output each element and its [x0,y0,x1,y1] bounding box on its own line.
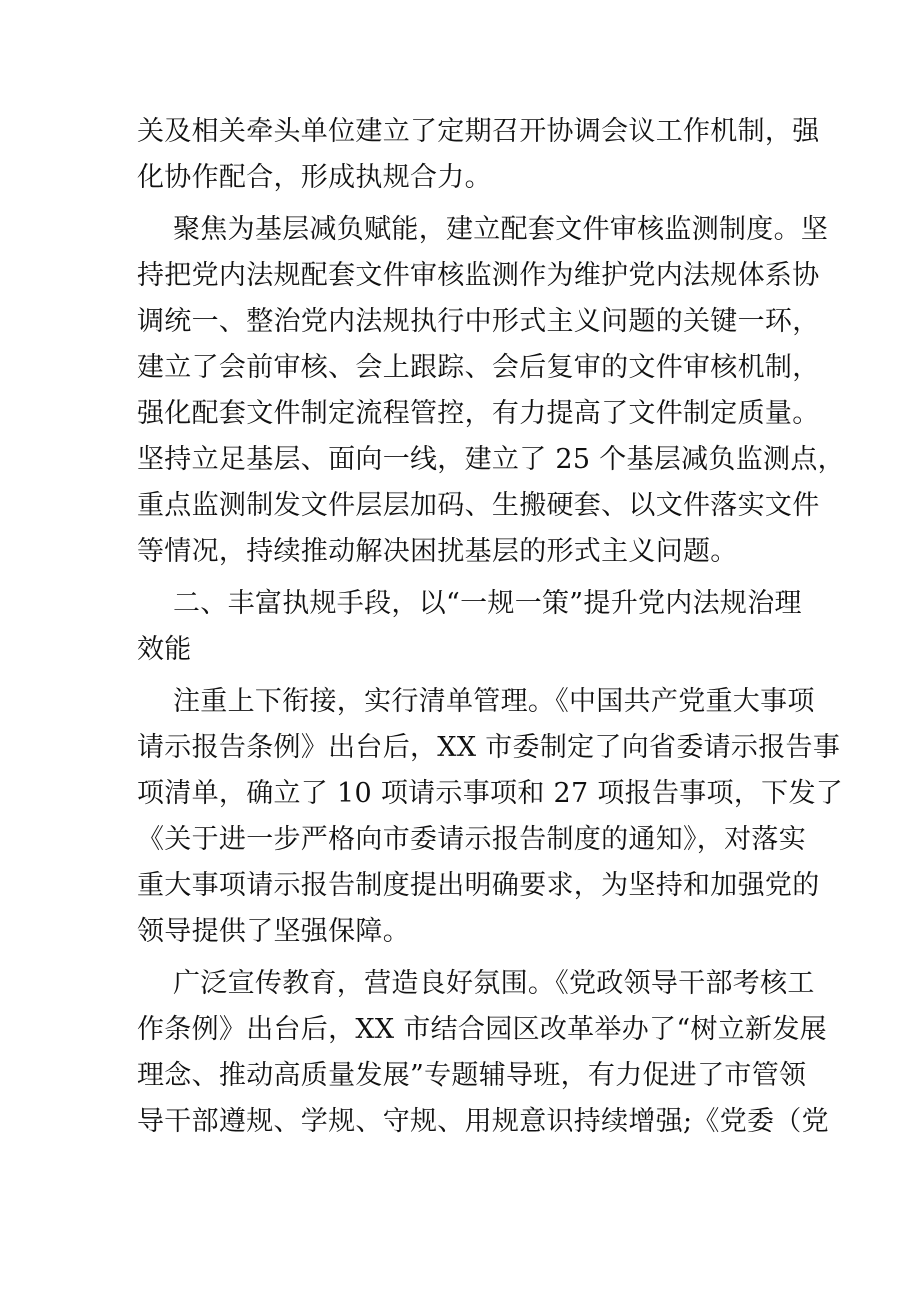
text-line: 请示报告条例》出台后，XX 市委制定了向省委请示报告事 [137,732,841,763]
text-line: 强化配套文件制定流程管控，有力提高了文件制定质量。 [137,398,820,429]
paragraph-first-line: 聚焦为基层减负赋能，建立配套文件审核监测制度。坚 [173,214,829,245]
text-line: 理念、推动高质量发展”专题辅导班，有力促进了市管领 [137,1060,807,1091]
text-line: 化协作配合，形成执规合力。 [137,162,492,193]
text-line: 持把党内法规配套文件审核监测作为维护党内法规体系协 [137,260,820,291]
text-line: 领导提供了坚强保障。 [137,916,410,947]
section-heading: 二、丰富执规手段，以“一规一策”提升党内法规治理 [173,588,802,619]
text-line: 坚持立足基层、面向一线，建立了 25 个基层减负监测点， [137,444,845,475]
paragraph-first-line: 广泛宣传教育，营造良好氛围。《党政领导干部考核工 [173,968,815,999]
text-line: 导干部遵规、学规、守规、用规意识持续增强;《党委（党 [137,1106,829,1137]
text-line: 等情况，持续推动解决困扰基层的形式主义问题。 [137,536,738,567]
text-line: 项清单，确立了 10 项请示事项和 27 项报告事项，下发了 [137,778,844,809]
text-line: 作条例》出台后，XX 市结合园区改革举办了“树立新发展 [137,1014,827,1045]
text-line: 《关于进一步严格向市委请示报告制度的通知》，对落实 [137,824,806,855]
text-line: 关及相关牵头单位建立了定期召开协调会议工作机制，强 [137,116,820,147]
text-line: 建立了会前审核、会上跟踪、会后复审的文件审核机制， [137,352,820,383]
text-line: 调统一、整治党内法规执行中形式主义问题的关键一环， [137,306,820,337]
text-line: 重大事项请示报告制度提出明确要求，为坚持和加强党的 [137,870,820,901]
paragraph-first-line: 注重上下衔接，实行清单管理。《中国共产党重大事项 [173,686,815,717]
text-line: 重点监测制发文件层层加码、生搬硬套、以文件落实文件 [137,490,820,521]
section-heading-continued: 效能 [137,634,192,665]
